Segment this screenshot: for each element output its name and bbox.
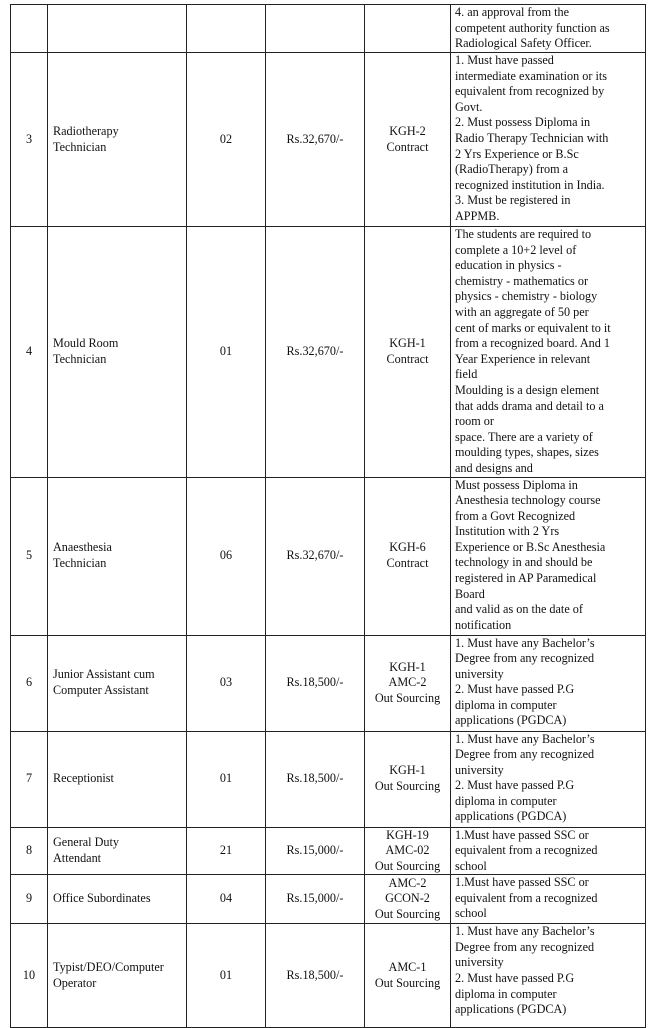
vacancy-count-cell [187,5,266,53]
salary-cell: Rs.18,500/- [266,924,365,1028]
qualification-cell-line: Govt. [455,99,483,114]
qualification-cell [451,477,646,635]
qualification-cell-line: (RadioTherapy) from a [455,162,569,177]
qualification-cell-line: notification [455,617,512,632]
location-cell-line: Contract [386,556,429,570]
qualification-cell-line: applications (PGDCA) [455,809,567,824]
qualification-cell-line: diploma in computer [455,986,557,1001]
qualification-cell [451,5,646,53]
qualification-cell-line: 1. Must have passed [455,53,554,67]
qualification-cell [451,924,646,1028]
recruitment-table [10,4,646,1028]
qualification-cell-line: from a Govt Recognized [455,508,576,523]
salary-cell: Rs.32,670/- [266,227,365,478]
qualification-cell [451,227,646,478]
post-name-cell-line: Technician [53,556,107,570]
post-name-cell-line: Receptionist [53,771,114,786]
location-cell-line: Out Sourcing [374,690,441,705]
location-cell-line: KGH-1 [389,336,426,351]
qualification-cell-line: university [455,762,504,777]
location-cell-line: Out Sourcing [374,907,441,922]
qualification-cell-line: university [455,955,504,970]
location-cell-line: Contract [386,139,429,154]
table-row [11,875,646,924]
qualification-cell-line: education in physics - [455,258,562,273]
serial-number-cell: 6 [11,635,48,731]
qualification-cell-line: and valid as on the date of [455,602,583,617]
location-cell-line: Out Sourcing [374,779,441,793]
table-row [11,53,646,227]
post-name-cell [48,731,187,827]
qualification-cell-line: Institution with 2 Yrs [455,524,560,539]
post-name-cell-line: Typist/DEO/Computer [53,960,164,975]
post-name-cell [48,924,187,1028]
qualification-cell-line: and designs and [455,460,533,475]
qualification-cell-line: 2. Must possess Diploma in [455,115,591,130]
qualification-cell-line: 2. Must have passed P.G [455,682,575,697]
post-name-cell-line: Anaesthesia [53,540,112,555]
table-row [11,731,646,827]
location-cell-line: KGH-2 [389,123,426,138]
location-cell-line: AMC-1 [388,960,427,975]
serial-number-cell [11,5,48,53]
qualification-cell-line: The students are required to [455,227,592,241]
post-name-cell [48,477,187,635]
post-name-cell [48,635,187,731]
salary-cell: Rs.18,500/- [266,635,365,731]
salary-cell: Rs.32,670/- [266,477,365,635]
serial-number-cell: 8 [11,827,48,875]
location-cell-line: AMC-2 [388,675,427,690]
table-row [11,827,646,875]
post-name-cell-line: Technician [53,139,107,154]
qualification-cell-line: school [455,858,487,873]
qualification-cell-line: that adds drama and detail to a [455,398,604,413]
post-name-cell [48,5,187,53]
post-name-cell [48,53,187,227]
qualification-cell-line: diploma in computer [455,793,557,808]
qualification-cell-line: 1. Must have any Bachelor’s [455,924,595,939]
location-cell-line: Out Sourcing [374,858,441,873]
qualification-cell-line: equivalent from recognized by [455,84,605,99]
vacancy-count-cell: 01 [187,227,266,478]
post-name-cell-line: Computer Assistant [53,683,149,697]
vacancy-count-cell: 21 [187,827,266,875]
qualification-cell-line: 2 Yrs Experience or B.Sc [455,146,579,161]
qualification-cell-line: Anesthesia technology course [455,493,601,508]
post-name-cell-line: Operator [53,975,97,990]
qualification-cell-line: from a recognized board. And 1 [455,336,610,351]
table-row [11,477,646,635]
serial-number-cell: 10 [11,924,48,1028]
post-name-cell [48,875,187,924]
post-name-cell-line: Technician [53,351,107,366]
qualification-cell-line: technology in and should be [455,555,593,570]
qualification-cell-line: space. There are a variety of [455,429,593,444]
vacancy-count-cell: 03 [187,635,266,731]
post-name-cell [48,227,187,478]
vacancy-count-cell: 06 [187,477,266,635]
qualification-cell-line: 1.Must have passed SSC or [455,875,589,890]
qualification-cell-line: university [455,666,504,681]
qualification-cell-line: with an aggregate of 50 per [455,304,589,319]
location-cell-line: KGH-1 [389,763,426,778]
table-row [11,227,646,478]
vacancy-count-cell: 01 [187,731,266,827]
salary-cell: Rs.32,670/- [266,53,365,227]
post-name-cell-line: Radiotherapy [53,123,119,138]
post-name-cell-line: General Duty [53,835,119,850]
qualification-cell-line: competent authority function as [455,20,610,35]
location-cell-line: AMC-2 [388,875,427,890]
salary-cell: Rs.18,500/- [266,731,365,827]
qualification-cell-line: 4. an approval from the [455,5,570,19]
location-cell-line: AMC-02 [385,843,430,858]
qualification-cell-line: Degree from any recognized [455,939,595,954]
serial-number-cell: 4 [11,227,48,478]
qualification-cell-line: school [455,906,487,921]
vacancy-count-cell: 04 [187,875,266,924]
qualification-cell-line: intermediate examination or its [455,68,607,83]
location-cell-line: Out Sourcing [374,975,441,990]
serial-number-cell: 5 [11,477,48,635]
post-name-cell-line: Mould Room [53,336,119,351]
location-cell-line: Contract [386,351,429,366]
qualification-cell-line: Degree from any recognized [455,651,595,666]
qualification-cell-line: Must possess Diploma in [455,477,578,492]
location-cell [365,731,451,827]
qualification-cell [451,53,646,227]
qualification-cell-line: registered in AP Paramedical [455,571,597,586]
serial-number-cell: 3 [11,53,48,227]
qualification-cell-line: equivalent from a recognized [455,843,598,858]
location-cell [365,635,451,731]
qualification-cell-line: Experience or B.Sc Anesthesia [455,539,606,554]
table-row [11,635,646,731]
location-cell [365,227,451,478]
qualification-cell-line: equivalent from a recognized [455,890,598,905]
location-cell [365,53,451,227]
serial-number-cell: 7 [11,731,48,827]
qualification-cell-line: cent of marks or equivalent to it [455,320,611,335]
qualification-cell-line: chemistry - mathematics or [455,273,589,288]
qualification-cell [451,635,646,731]
post-name-cell-line: Office Subordinates [53,891,151,906]
qualification-cell-line: Radiological Safety Officer. [455,36,592,51]
location-cell [365,924,451,1028]
qualification-cell-line: field [455,367,478,382]
qualification-cell-line: 1. Must have any Bachelor’s [455,731,595,746]
post-name-cell [48,827,187,875]
qualification-cell-line: applications (PGDCA) [455,1002,567,1017]
qualification-cell-line: 2. Must have passed P.G [455,778,575,793]
salary-cell: Rs.15,000/- [266,827,365,875]
qualification-cell-line: complete a 10+2 level of [455,242,577,257]
location-cell [365,5,451,53]
location-cell-line: KGH-19 [386,827,429,842]
serial-number-cell: 9 [11,875,48,924]
qualification-cell-line: Year Experience in relevant [455,351,591,366]
qualification-cell-line: Moulding is a design element [455,382,600,397]
qualification-cell-line: physics - chemistry - biology [455,289,598,304]
vacancy-count-cell: 02 [187,53,266,227]
qualification-cell-line: Degree from any recognized [455,747,595,762]
qualification-cell [451,875,646,924]
qualification-cell-line: Board [455,586,485,601]
qualification-cell-line: diploma in computer [455,697,557,712]
table-row [11,924,646,1028]
qualification-cell-line: APPMB. [455,208,500,223]
location-cell-line: KGH-6 [389,540,426,555]
qualification-cell [451,731,646,827]
location-cell-line: GCON-2 [385,891,430,906]
qualification-cell-line: 2. Must have passed P.G [455,971,575,986]
qualification-cell-line: moulding types, shapes, sizes [455,445,599,460]
qualification-cell-line: room or [455,414,494,429]
table-row [11,5,646,53]
qualification-cell [451,827,646,875]
qualification-cell-line: applications (PGDCA) [455,713,567,728]
post-name-cell-line: Attendant [53,850,102,865]
location-cell [365,827,451,875]
qualification-cell-line: 1.Must have passed SSC or [455,827,589,842]
qualification-cell-line: recognized institution in India. [455,177,605,192]
location-cell [365,477,451,635]
location-cell-line: KGH-1 [389,659,426,674]
qualification-cell-line: Radio Therapy Technician with [455,130,609,145]
qualification-cell-line: 3. Must be registered in [455,193,571,208]
salary-cell [266,5,365,53]
qualification-cell-line: 1. Must have any Bachelor’s [455,635,595,650]
vacancy-count-cell: 01 [187,924,266,1028]
post-name-cell-line: Junior Assistant cum [53,667,155,682]
table-body [11,5,646,1028]
salary-cell: Rs.15,000/- [266,875,365,924]
location-cell [365,875,451,924]
